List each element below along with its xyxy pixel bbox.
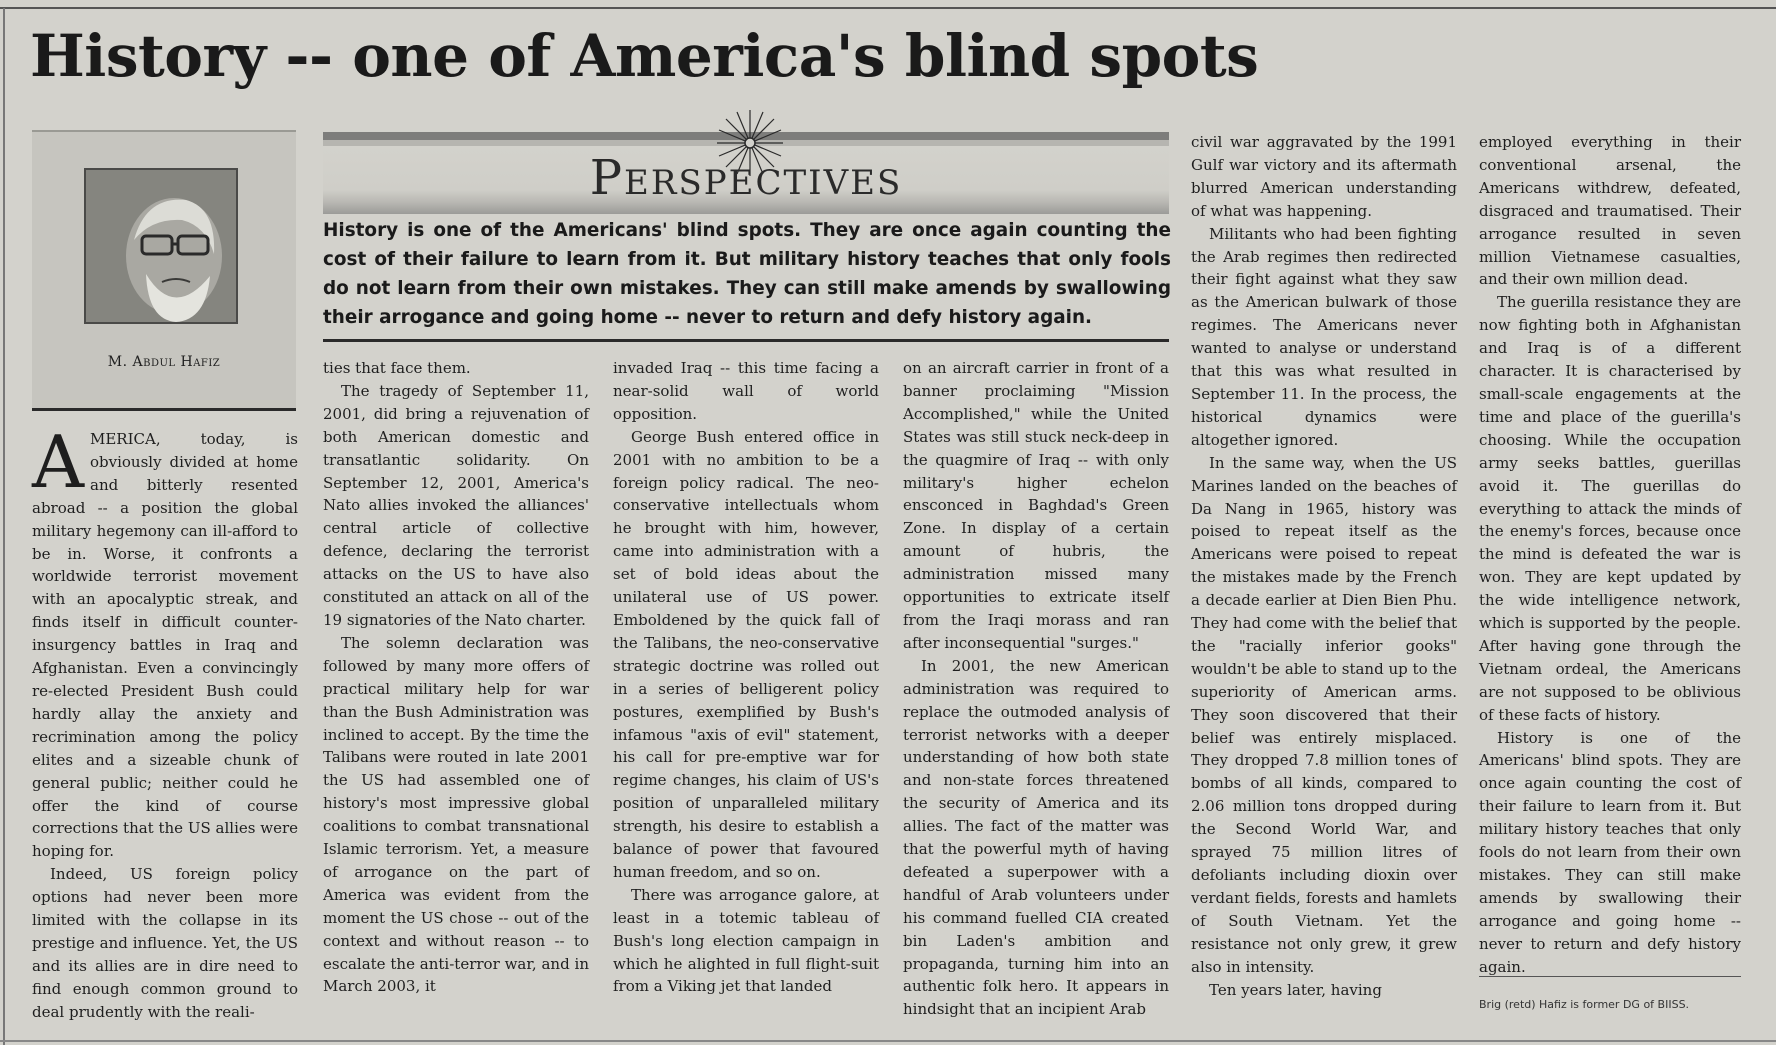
section-title: Perspectives xyxy=(589,150,903,206)
byline-rule xyxy=(1479,976,1741,977)
article-column-4 xyxy=(903,357,1169,1021)
bottom-rule xyxy=(0,1040,1776,1042)
author-box xyxy=(32,130,296,410)
article-column-2 xyxy=(323,357,589,998)
paragraph: civil war aggravated by the 1991 Gulf war victory and its aftermath blurred American understanding of what was happening. xyxy=(1191,133,1457,220)
paragraph: The guerilla resistance they are now fighting both in Afghanistan and Iraq is of a different character. It is characterised by small-scale engagements at the time and place of the guerilla's choosing. While the occupation army seeks battles, guerillas avoid it. The guerillas do everything to attack the minds of the enemy's forces, because once the mind is defeated the war is won. They are kept updated by the wide intelligence network, which is supported by the people. After having gone through the Vietnam ordeal, the Americans are not supposed to be oblivious of these facts of history. xyxy=(1479,293,1741,724)
paragraph: employed everything in their conventional arsenal, the Americans withdrew, defeated, disgraced and traumatised. Their arrogance resulted in seven million Vietnamese casualties, and their own million dead. xyxy=(1479,133,1741,289)
top-rule xyxy=(0,7,1776,9)
left-rule xyxy=(3,8,5,1045)
paragraph: George Bush entered office in 2001 with no ambition to be a foreign policy radical. The neo-conservative intellectuals whom he brought with him, however, came into administration with a set of bold ideas about the unilateral use of US power. Emboldened by the quick fall of the Talibans, the neo-conservative strategic doctrine was rolled out in a series of belligerent policy postures, exemplified by Bush's infamous "axis of evil" statement, his call for pre-emptive war for regime changes, his claim of US's position of unparalleled military strength, his desire to establish a balance of power that favoured human freedom, and so on. xyxy=(613,427,879,881)
paragraph-text: MERICA, today, is obviously divided at home and bitterly resented abroad -- a position the global military hegemony can ill-afford to be in. Worse, it confronts a worldwide terrorist movement with an apocalyptic streak, and finds itself in difficult counter-insurgency battles in Iraq and Afghanistan. Even a convincingly re-elected President Bush could hardly allay the anxiety and recrimination among the policy elites and a sizeable chunk of general public; neither could he offer the kind of course corrections that the US allies were hoping for. xyxy=(32,430,298,861)
article-column-5 xyxy=(1191,131,1457,1001)
article-deck: History is one of the Americans' blind spots. They are once again counting the cost of their failure to learn from it. But military history teaches that only fools do not learn from their own mistakes. They can still make amends by swallowing their arrogance and going home -- never to return and defy history again. xyxy=(323,220,1171,328)
author-portrait-image xyxy=(86,170,236,322)
author-rule xyxy=(32,408,296,411)
deck-rule xyxy=(323,339,1169,342)
paragraph: There was arrogance galore, at least in a totemic tableau of Bush's long election campaign in which he alighted in full flight-suit from a Viking jet that landed xyxy=(613,885,879,996)
article-column-3 xyxy=(613,357,879,998)
paragraph xyxy=(32,420,298,863)
paragraph: Indeed, US foreign policy options had never been more limited with the collapse in its prestige and influence. Yet, the US and its allies are in dire need to find enough common ground to deal prudently with the reali- xyxy=(32,865,298,1021)
paragraph: The tragedy of September 11, 2001, did bring a rejuvenation of both American domestic and transatlantic solidarity. On September 12, 2001, America's Nato allies invoked the alliances' central article of collective defence, declaring the terrorist attacks on the US to have also constituted an attack on all of the 19 signatories of the Nato charter. xyxy=(323,381,589,629)
paragraph: The solemn declaration was followed by many more offers of practical military help for war than the Bush Administration was inclined to accept. By the time the Talibans were routed in late 2001 the US had assembled one of history's most impressive global coalitions to combat transnational Islamic terrorism. Yet, a measure of arrogance on the part of America was evident from the moment the US chose -- out of the context and without reason -- to escalate the anti-terror war, and in March 2003, it xyxy=(323,633,589,996)
author-name: M. Abdul Hafiz xyxy=(107,354,221,370)
paragraph: on an aircraft carrier in front of a banner proclaiming "Mission Accomplished," while the United States was still stuck neck-deep in the quagmire of Iraq -- with only military's higher echelon ensconced in Baghdad's Green Zone. In display of a certain amount of hubris, the administration missed many opportunities to extricate itself from the Iraqi morass and ran after inconsequential "surges." xyxy=(903,359,1169,652)
paragraph: ties that face them. xyxy=(323,359,471,377)
paragraph: History is one of the Americans' blind spots. They are once again counting the cost of their failure to learn from it. But military history teaches that only fools do not learn from their own mistakes. They can still make amends by swallowing their arrogance and going home -- never to return and defy history again. xyxy=(1479,728,1741,976)
paragraph: In the same way, when the US Marines landed on the beaches of Da Nang in 1965, history was poised to repeat itself as the Americans were poised to repeat the mistakes made by the French a decade earlier at Dien Bien Phu. They had come with the belief that the "racially inferior gooks" wouldn't be able to stand up to the superiority of American arms. They soon discovered that their belief was entirely misplaced. They dropped 7.8 million tones of bombs of all kinds, compared to 2.06 million tons dropped during the Second World War, and sprayed 75 million litres of defoliants including dioxin over verdant fields, forests and hamlets of South Vietnam. Yet the resistance not only grew, it grew also in intensity. xyxy=(1191,453,1457,976)
article-column-1 xyxy=(32,420,298,1024)
headline: History -- one of America's blind spots xyxy=(30,22,1259,90)
paragraph: invaded Iraq -- this time facing a near-solid wall of world opposition. xyxy=(613,359,879,423)
drop-cap: A xyxy=(32,420,84,504)
article-column-6 xyxy=(1479,131,1741,979)
author-note: Brig (retd) Hafiz is former DG of BIISS. xyxy=(1479,998,1690,1011)
paragraph: Militants who had been fighting the Arab regimes then redirected their fight against what they saw as the American bulwark of those regimes. The Americans never wanted to analyse or understand that this was what resulted in September 11. In the process, the historical dynamics were altogether ignored. xyxy=(1191,224,1457,449)
paragraph: In 2001, the new American administration was required to replace the outmoded analysis of terrorist networks with a deeper understanding of how both state and non-state forces threatened the security of America and its allies. The fact of the matter was that the powerful myth of having defeated a superpower with a handful of Arab volunteers under his command fuelled CIA created bin Laden's ambition and propaganda, turning him into an authentic folk hero. It appears in hindsight that an incipient Arab xyxy=(903,656,1169,1019)
author-photo xyxy=(84,168,238,324)
paragraph: Ten years later, having xyxy=(1209,980,1382,999)
